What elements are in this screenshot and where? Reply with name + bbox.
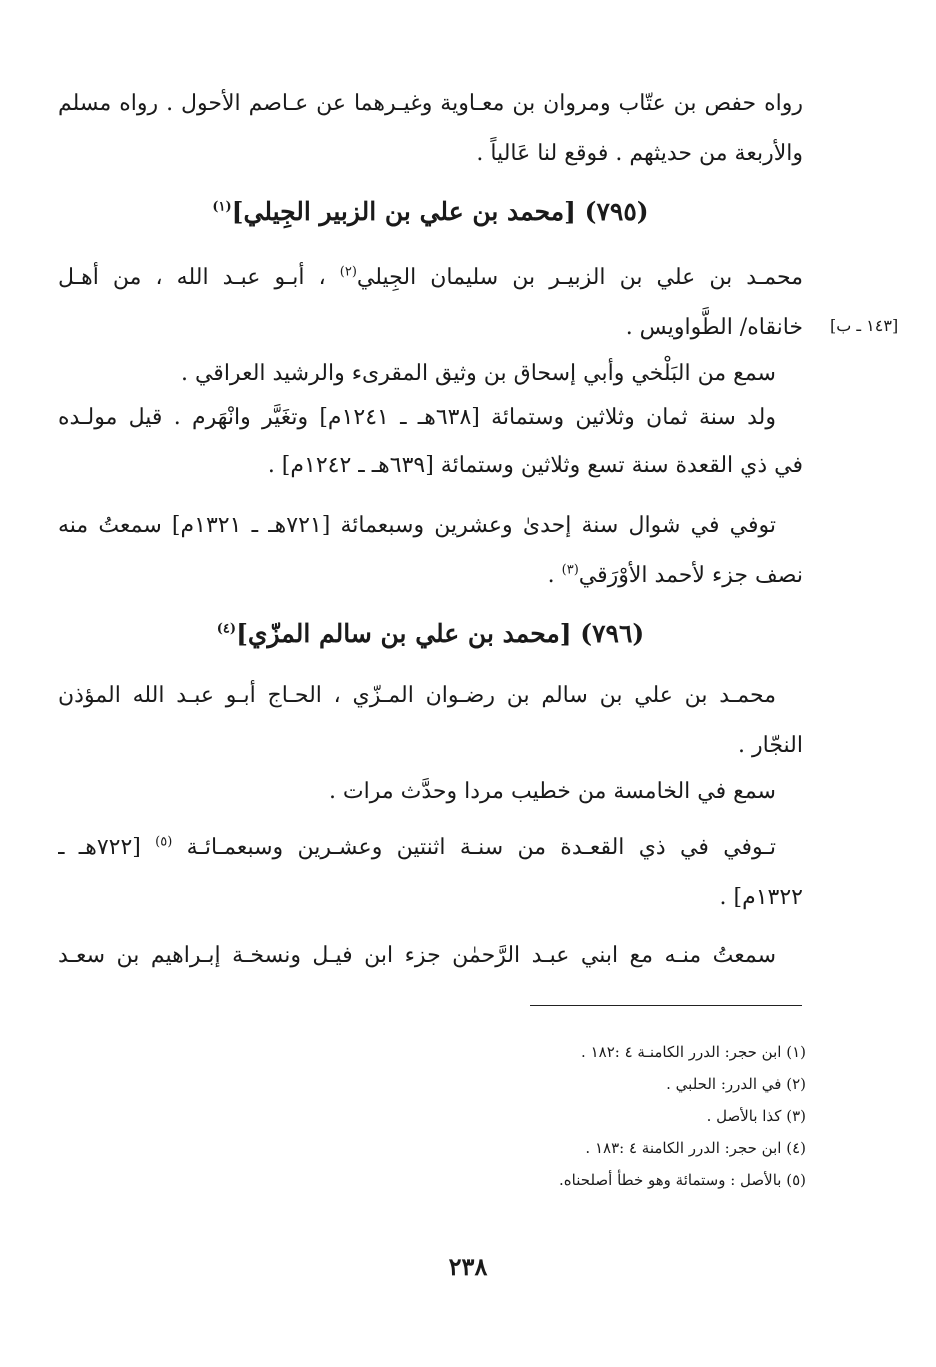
text-span: ، أبـو عبـد الله ، من أهـل	[58, 265, 340, 290]
text-line: سمع من البَلْخي وأبي إسحاق بن وثيق المقرىء والرشيد العراقي .	[180, 361, 776, 386]
text-line: خانقاه/ الطَّواويس .	[625, 315, 803, 340]
entry-heading-796	[58, 612, 803, 656]
text-line	[58, 258, 803, 302]
text-span: [٧٢٢هـ ـ	[58, 835, 156, 860]
text-line: ١٣٢٢م] .	[719, 885, 803, 910]
heading-text: (٧٩٥) [محمد بن علي بن الزبير الجِيلي]	[231, 197, 649, 226]
footnote: (٤) ابن حجر: الدرر الكامنة ٤ :١٨٣ .	[585, 1139, 806, 1157]
text-line: توفي في شوال سنة إحدىٰ وعشرين وسبعمائة [٧٢١هـ ـ ١٣٢١م] سمعتُ منه	[58, 513, 776, 538]
text-span: نصف جزء لأحمد الأوْرَقي	[578, 563, 803, 588]
text-line: في ذي القعدة سنة تسع وثلاثين وستمائة [٦٣٩هـ ـ ١٢٤٢م] .	[267, 453, 803, 478]
entry-heading-795	[58, 190, 803, 234]
footnote-ref: (١)	[212, 199, 232, 215]
text-line	[58, 828, 776, 872]
text-line: ولد سنة ثمان وثلاثين وستمائة [٦٣٨هـ ـ ١٢٤١م] وتغَيَّر وانْهَرم . قيل مولـده	[58, 405, 776, 430]
text-span: .	[547, 563, 562, 588]
text-line: محمـد بن علي بن سالم بن رضـوان المـزّي ، الحـاج أبـو عبـد الله المؤذن	[58, 683, 776, 708]
footnote: (١) ابن حجر: الدرر الكامنـة ٤ :١٨٢ .	[581, 1043, 806, 1061]
heading-text: (٧٩٦) [محمد بن علي بن سالم المزّي]	[236, 619, 645, 648]
text-line: رواه حفص بن عتّاب ومروان بن معـاوية وغيـرهما عن عـاصم الأحول . رواه مسلم	[58, 91, 803, 116]
page-number: ٢٣٨	[448, 1252, 488, 1281]
text-line	[58, 556, 803, 596]
footnote-separator	[530, 1005, 802, 1006]
text-line: سمعتُ منـه مع ابني عبـد الرَّحمٰن جزء ابن فيـل ونسخـة إبـراهيم بن سعـد	[58, 943, 776, 968]
footnote: (٣) كذا بالأصل .	[706, 1107, 806, 1125]
footnote-ref: (٥)	[155, 834, 173, 850]
text-span: محمـد بن علي بن الزبيـر بن سليمان الجِيلي	[356, 265, 803, 290]
text-span: تـوفي في ذي القعـدة من سنـة اثنتين وعشـرين وسبعمـائـة	[172, 835, 776, 860]
footnote-ref: (٣)	[561, 562, 579, 578]
text-line: والأربعة من حديثهم . فوقع لنا عَالياً .	[476, 141, 803, 166]
footnote-ref: (٢)	[339, 264, 357, 280]
text-line: سمع في الخامسة من خطيب مردا وحدَّث مرات .	[328, 779, 776, 804]
footnote: (٥) بالأصل : وستمائة وهو خطأ أصلحناه.	[559, 1171, 806, 1189]
margin-folio-note: [١٤٣ ـ ب]	[830, 316, 899, 335]
text-line: النجّار .	[738, 733, 803, 758]
footnote: (٢) في الدرر: الحلبي .	[666, 1075, 806, 1093]
footnote-ref: (٤)	[216, 621, 237, 637]
